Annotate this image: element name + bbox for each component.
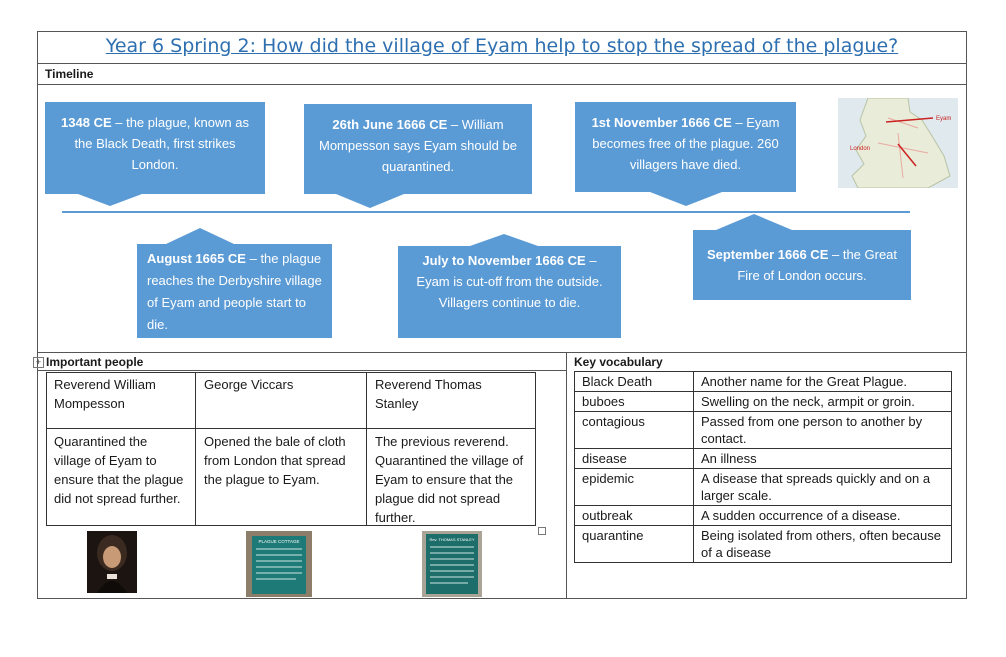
divider xyxy=(46,428,536,429)
timeline-event: 1st November 1666 CE – Eyam becomes free of the plague. 260 villagers have died. xyxy=(575,102,796,192)
person-description: Quarantined the village of Eyam to ensure that the plague did not spread further. xyxy=(54,434,184,506)
person-name: George Viccars xyxy=(204,377,294,392)
vocab-definition: An illness xyxy=(694,449,952,469)
vocab-definition: Being isolated from others, often because of a disease xyxy=(694,526,952,563)
divider xyxy=(37,370,566,371)
england-map-image xyxy=(838,98,958,188)
table-row xyxy=(575,526,952,563)
vocab-term: quarantine xyxy=(575,526,694,563)
svg-text:PLAGUE COTTAGE: PLAGUE COTTAGE xyxy=(258,539,300,544)
vocab-term: buboes xyxy=(575,392,694,412)
timeline-event: September 1666 CE – the Great Fire of London occurs. xyxy=(693,230,911,300)
vocab-definition: Passed from one person to another by contact. xyxy=(694,412,952,449)
people-label: Important people xyxy=(46,355,144,369)
table-resize-handle[interactable] xyxy=(538,527,546,535)
table-move-handle[interactable]: + xyxy=(33,357,44,368)
vocab-label: Key vocabulary xyxy=(574,355,663,369)
divider xyxy=(37,352,967,353)
portrait-image xyxy=(87,531,137,593)
callout-pointer xyxy=(470,234,538,246)
map-label-eyam: Eyam xyxy=(936,116,952,122)
table-row xyxy=(575,392,952,412)
person-name: Reverend Thomas Stanley xyxy=(375,377,482,411)
table-row xyxy=(575,412,952,449)
vocab-definition: A disease that spreads quickly and on a larger scale. xyxy=(694,469,952,506)
divider xyxy=(37,63,967,64)
callout-pointer xyxy=(650,192,722,206)
divider xyxy=(37,84,967,85)
plaque-image xyxy=(422,531,482,597)
timeline-event: 26th June 1666 CE – William Mompesson says Eyam should be quarantined. xyxy=(304,104,532,194)
vocab-term: disease xyxy=(575,449,694,469)
vocab-term: outbreak xyxy=(575,506,694,526)
vocab-term: Black Death xyxy=(575,372,694,392)
divider xyxy=(566,352,567,599)
plaque-image xyxy=(246,531,312,597)
person-name: Reverend William Mompesson xyxy=(54,377,156,411)
vocab-definition: A sudden occurrence of a disease. xyxy=(694,506,952,526)
table-row xyxy=(575,506,952,526)
table-row xyxy=(575,449,952,469)
map-label-london: London xyxy=(850,146,871,152)
timeline-event: 1348 CE – the plague, known as the Black Death, first strikes London. xyxy=(45,102,265,194)
callout-pointer xyxy=(336,194,404,208)
page-title: Year 6 Spring 2: How did the village of Eyam help to stop the spread of the plague? xyxy=(105,35,899,57)
person-description: Opened the bale of cloth from London that spread the plague to Eyam. xyxy=(204,434,346,487)
timeline-line xyxy=(62,211,910,213)
vocab-term: epidemic xyxy=(575,469,694,506)
vocab-definition: Swelling on the neck, armpit or groin. xyxy=(694,392,952,412)
vocab-term: contagious xyxy=(575,412,694,449)
svg-text:Rev. THOMAS STANLEY: Rev. THOMAS STANLEY xyxy=(429,537,475,542)
timeline-event: August 1665 CE – the plague reaches the Derbyshire village of Eyam and people start to die. xyxy=(137,244,332,338)
table-row xyxy=(575,372,952,392)
table-row xyxy=(575,469,952,506)
callout-pointer xyxy=(716,214,792,230)
timeline-label: Timeline xyxy=(45,67,94,81)
callout-pointer xyxy=(78,194,142,206)
vocab-table xyxy=(574,371,952,563)
timeline-event: July to November 1666 CE – Eyam is cut-off from the outside. Villagers continue to die. xyxy=(398,246,621,338)
callout-pointer xyxy=(166,228,234,244)
vocab-definition: Another name for the Great Plague. xyxy=(694,372,952,392)
person-description: The previous reverend. Quarantined the village of Eyam to ensure that the plague did not spread further. xyxy=(375,434,524,525)
